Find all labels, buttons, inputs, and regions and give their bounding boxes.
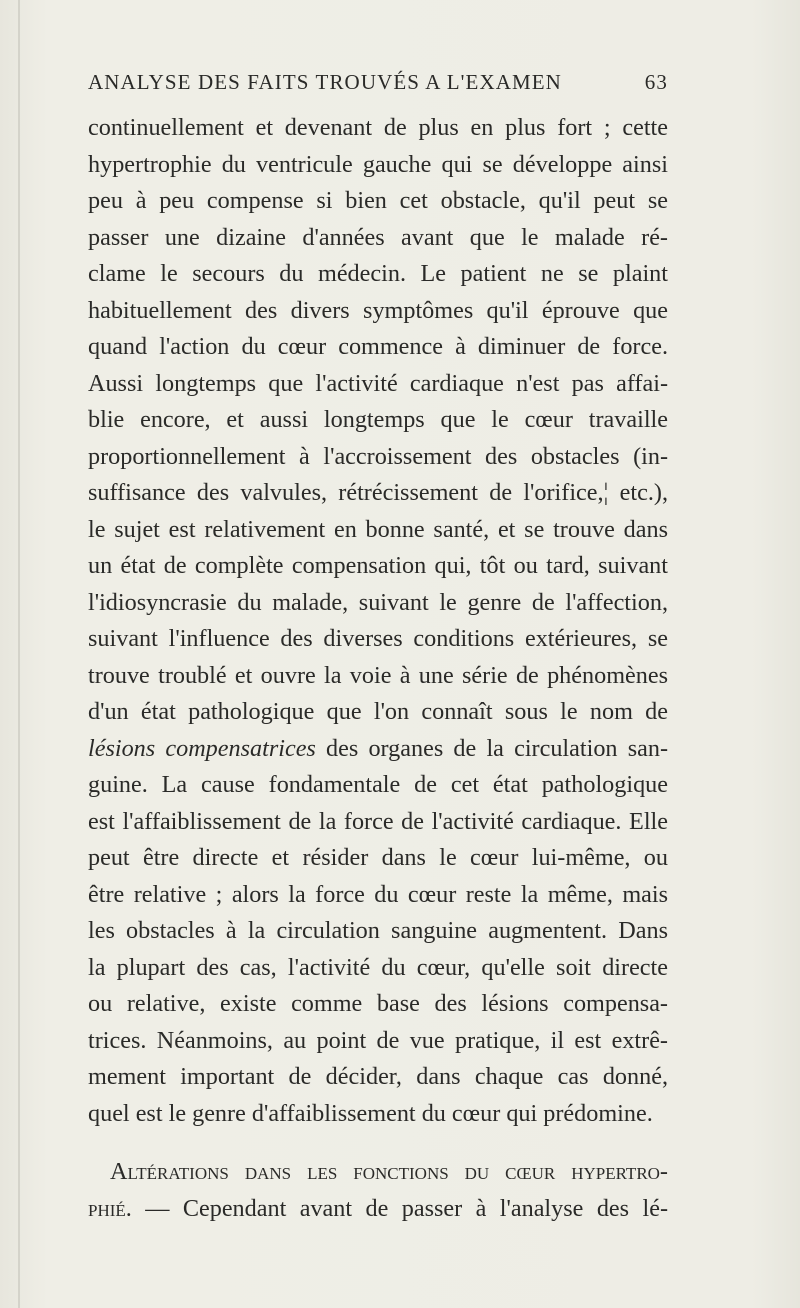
- text-line: habituellement des divers symptômes qu'il éprouve que: [88, 296, 668, 324]
- running-title: ANALYSE DES FAITS TROUVÉS A L'EXAMEN: [88, 70, 562, 94]
- page-gutter: [18, 0, 20, 1308]
- text-line: clame le secours du médecin. Le patient ne se plaint: [88, 260, 668, 287]
- text-line: le sujet est relativement en bonne santé, et se trouve dans: [88, 515, 668, 543]
- page-number: 63: [644, 70, 668, 94]
- text-line: Aussi longtemps que l'activité cardiaque n'est pas affai-: [88, 369, 668, 397]
- text-fragment: — Cependant avant de passer à l'analyse des lé-: [131, 1194, 668, 1222]
- text-line: être relative ; alors la force du cœur reste la même, mais: [88, 880, 668, 908]
- text-line: suivant l'influence des diverses conditions extérieures, se: [88, 625, 668, 652]
- text-line: proportionnellement à l'accroissement des obstacles (in-: [88, 442, 668, 470]
- text-line: passer une dizaine d'années avant que le malade ré-: [88, 223, 668, 251]
- text-line: trices. Néanmoins, au point de vue pratique, il est extrê-: [88, 1026, 668, 1054]
- text-line: un état de complète compensation qui, tôt ou tard, suivant: [88, 552, 668, 579]
- text-fragment: des organes de la circulation san-: [315, 734, 668, 762]
- text-line: continuellement et devenant de plus en plus fort ; cette: [88, 114, 668, 141]
- text-line: quel est le genre d'affaiblissement du cœur qui prédomine.: [88, 1099, 653, 1127]
- text-line: hypertrophie du ventricule gauche qui se développe ainsi: [88, 150, 668, 178]
- text-line: d'un état pathologique que l'on connaît sous le nom de: [88, 698, 668, 725]
- body-text: [88, 110, 668, 1227]
- text-line: peu à peu compense si bien cet obstacle, qu'il peut se: [88, 187, 668, 214]
- text-line: blie encore, et aussi longtemps que le cœur travaille: [88, 406, 668, 433]
- text-line: [88, 1191, 668, 1228]
- running-header: [88, 70, 668, 95]
- text-line: est l'affaiblissement de la force de l'activité cardiaque. Elle: [88, 807, 668, 835]
- text-line: guine. La cause fondamentale de cet état pathologique: [88, 771, 668, 798]
- text-line: les obstacles à la circulation sanguine augmentent. Dans: [88, 917, 668, 944]
- text-line: mement important de décider, dans chaque cas donné,: [88, 1063, 668, 1090]
- text-line: la plupart des cas, l'activité du cœur, qu'elle soit directe: [88, 953, 668, 981]
- section-heading-end: phié.: [88, 1194, 132, 1222]
- text-line: ou relative, existe comme base des lésions compensa-: [88, 990, 668, 1017]
- text-line: l'idiosyncrasie du malade, suivant le genre de l'affection,: [88, 588, 668, 616]
- italic-term: lésions compensatrices: [88, 734, 316, 762]
- text-line: peut être directe et résider dans le cœur lui-même, ou: [88, 844, 668, 871]
- text-line: quand l'action du cœur commence à diminuer de force.: [88, 333, 668, 360]
- paragraph-gap: [88, 1132, 668, 1154]
- section-heading: Altérations dans les fonctions du cœur hypertro-: [110, 1158, 668, 1185]
- text-line: trouve troublé et ouvre la voie à une série de phénomènes: [88, 661, 668, 689]
- text-line: suffisance des valvules, rétrécissement de l'orifice,¦ etc.),: [88, 479, 668, 506]
- text-line-italic-term: [88, 731, 668, 768]
